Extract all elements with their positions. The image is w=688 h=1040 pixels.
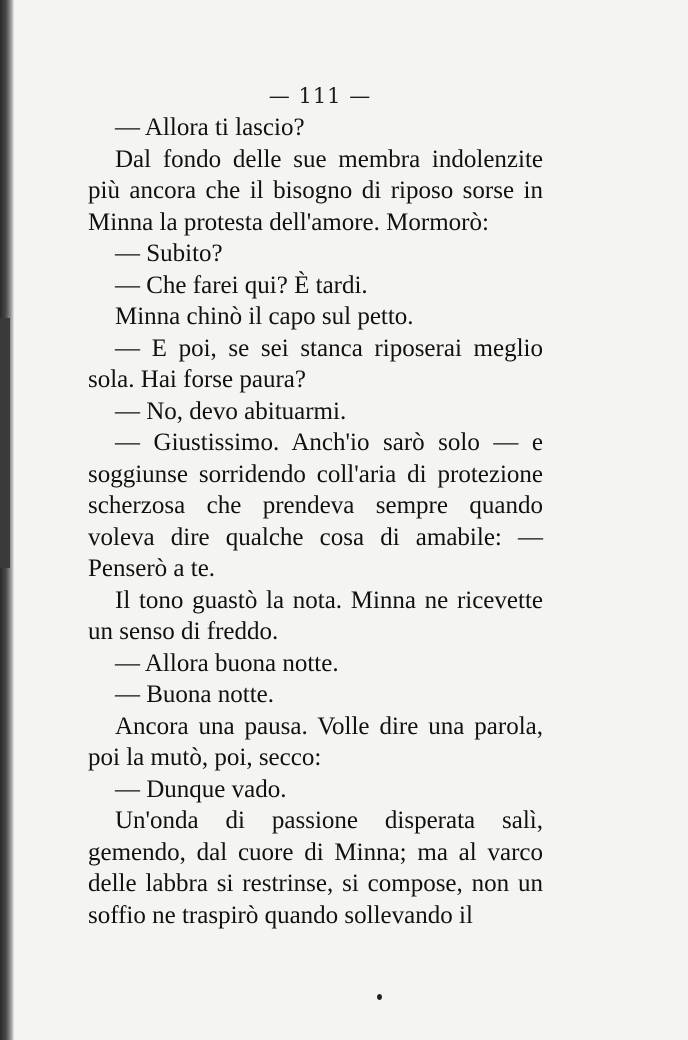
paragraph: Il tono guastò la nota. Minna ne ricevette un senso di freddo. (88, 586, 543, 645)
paragraph: — No, devo abituarmi. (115, 397, 347, 425)
paragraph: Un'onda di passione disperata salì, gemendo, dal cuore di Minna; ma al varco delle labbra si restrinse, si compose, non un soffio ne traspirò quando sollevando il (88, 807, 543, 929)
paragraph: — Allora ti lascio? (115, 114, 305, 141)
paragraph: Dal fondo delle sue membra indolenzite più ancora che il bisogno di riposo sorse in Minna la protesta dell'amore. Mormorò: (88, 145, 543, 236)
paragraph: — E poi, se sei stanca riposerai meglio sola. Hai forse paura? (88, 334, 543, 393)
page-number: — 111 — (268, 84, 372, 108)
paragraph: Minna chinò il capo sul petto. (115, 303, 414, 330)
paragraph: — Buona notte. (115, 681, 275, 708)
book-spine-dark-band (0, 318, 10, 568)
ink-speck (377, 994, 382, 1000)
paragraph: — Subito? (115, 240, 223, 267)
page-body-text (88, 112, 543, 931)
paragraph: — Giustissimo. Anch'io sarò solo — e soggiunse sorridendo coll'aria di protezione scherzosa che prendeva sempre quando voleva dire qualche cosa di amabile: — Penserò a te. (88, 429, 543, 582)
paragraph: — Che farei qui? È tardi. (115, 271, 368, 299)
paragraph: — Dunque vado. (115, 775, 287, 803)
paragraph: Ancora una pausa. Volle dire una parola, poi la mutò, poi, secco: (88, 712, 543, 771)
paragraph: — Allora buona notte. (115, 649, 339, 677)
